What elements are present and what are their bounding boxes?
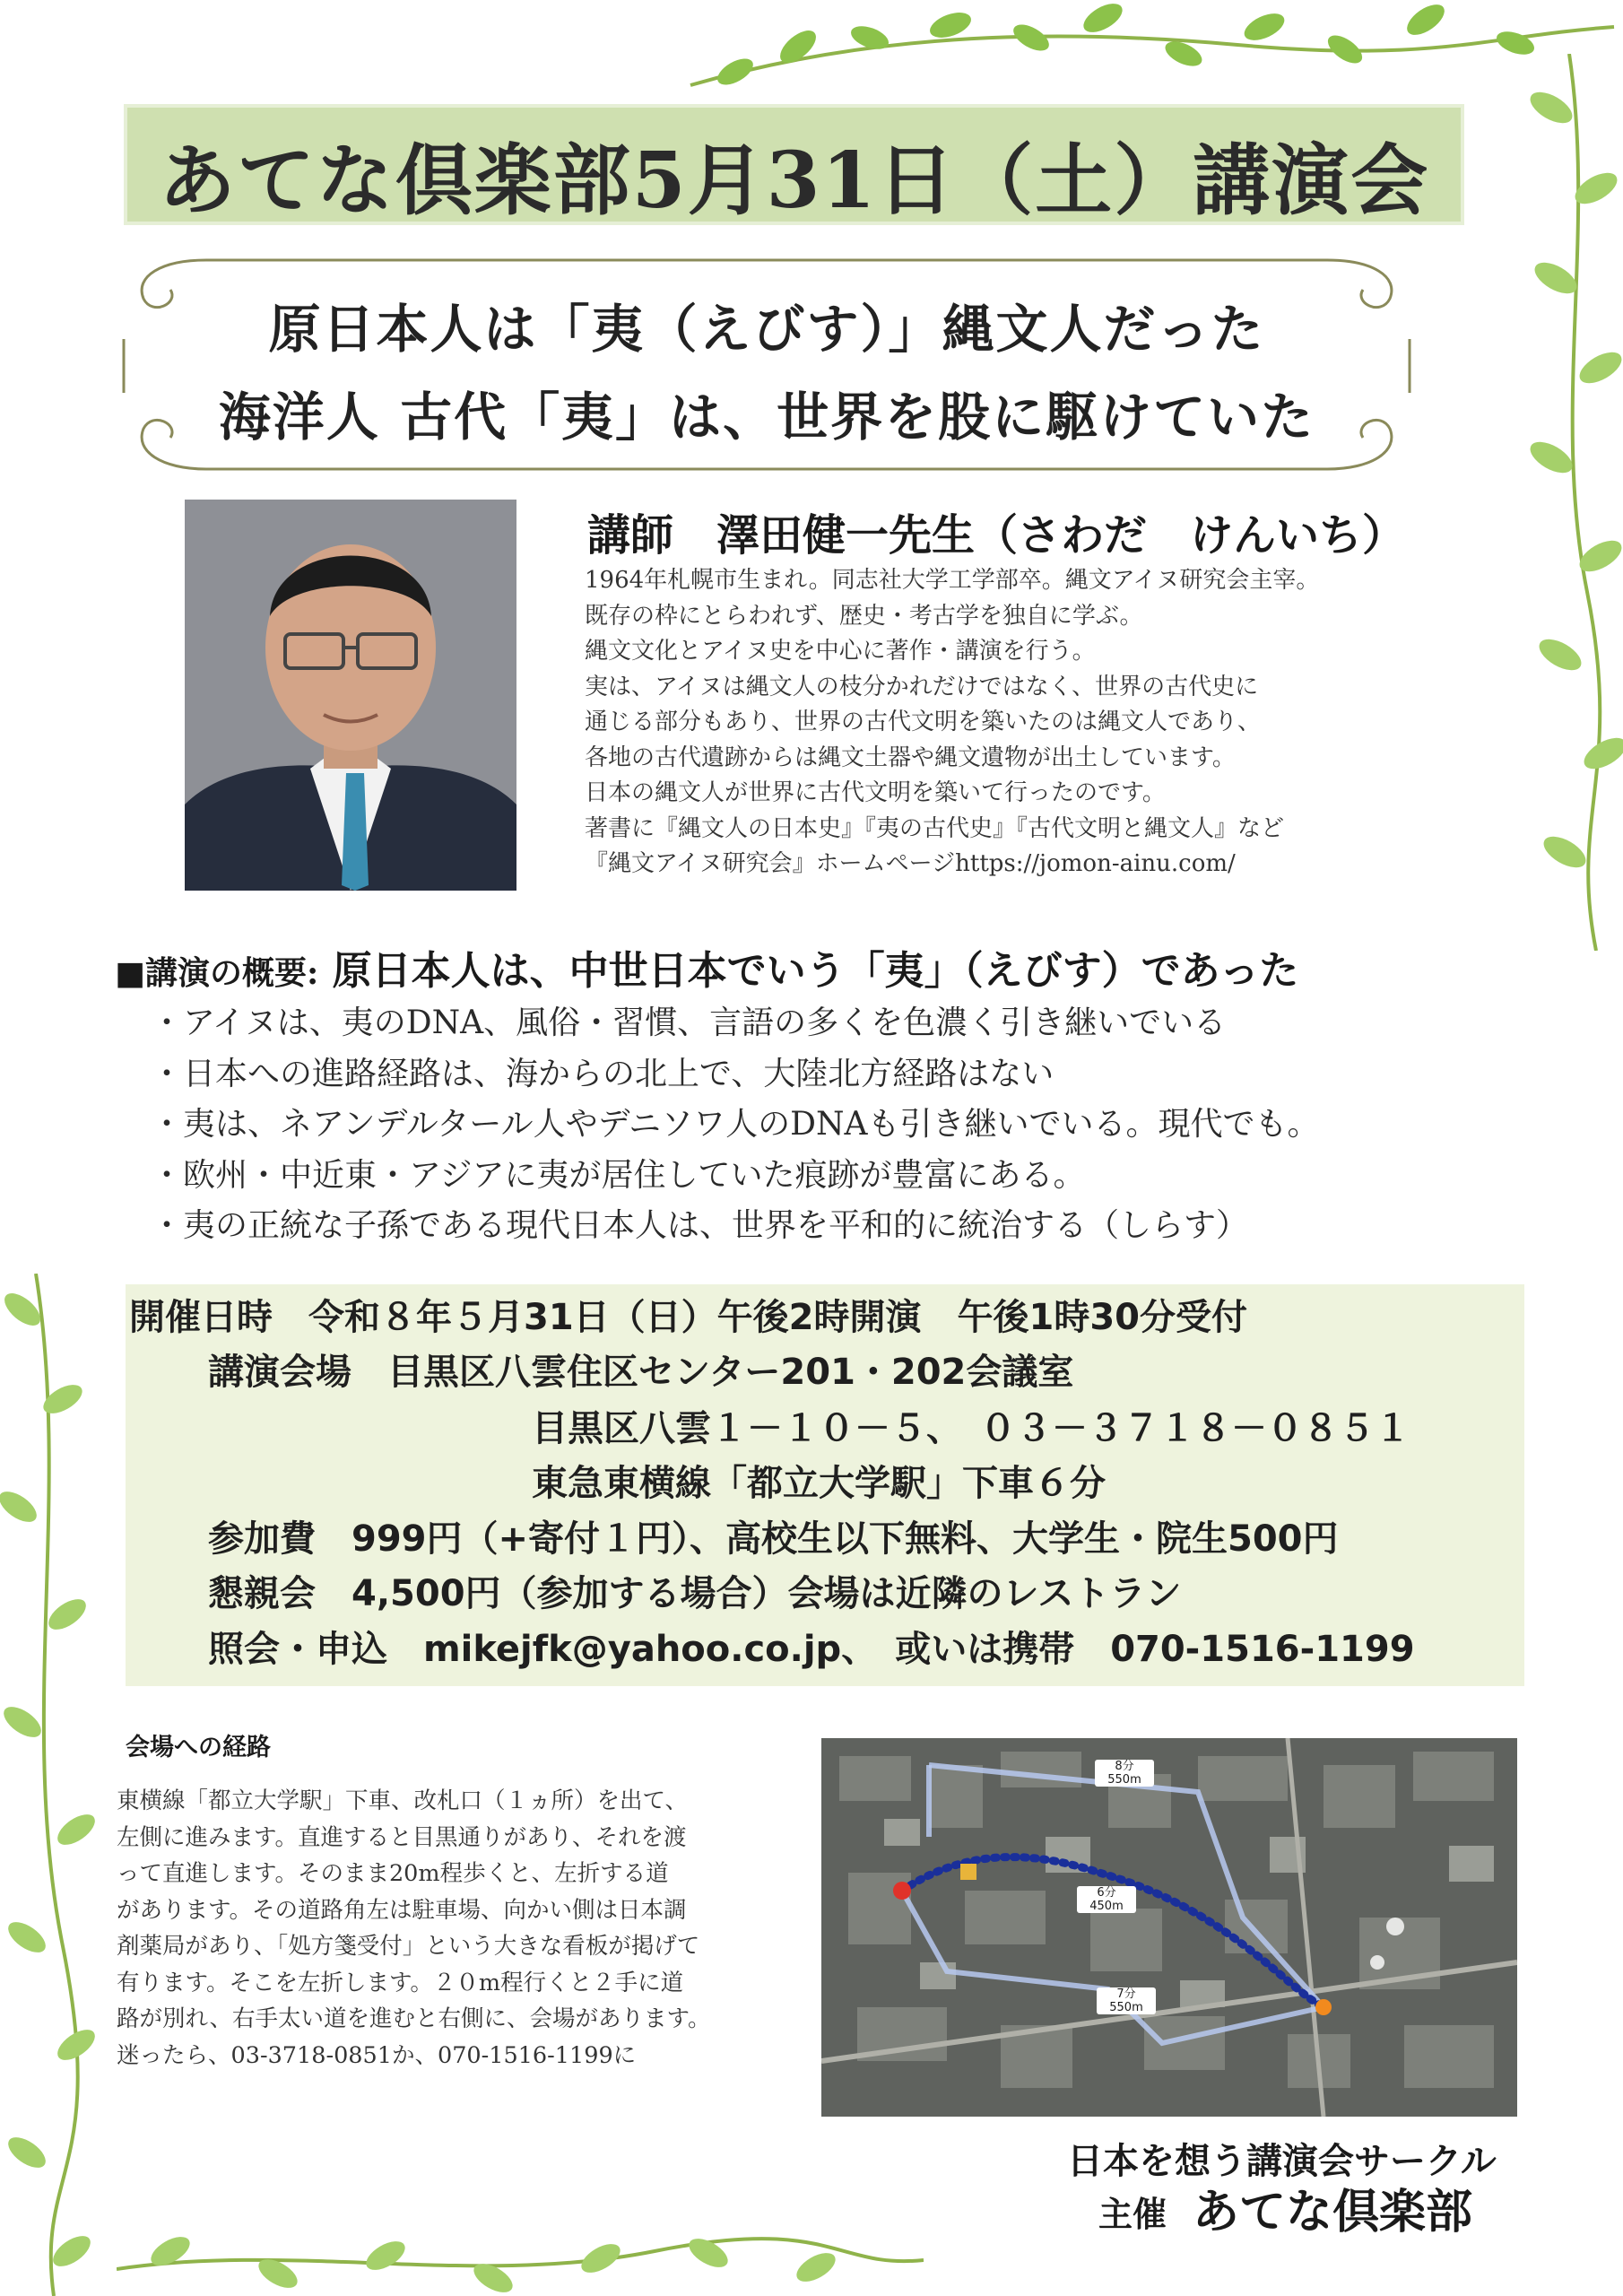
route-line: 東横線「都立大学駅」下車、改札口（１ヵ所）を出て、 xyxy=(117,1787,688,1814)
list-item: ・日本への進路経路は、海からの北上で、大陸北方経路はない xyxy=(151,1055,1055,1092)
destination-marker-icon xyxy=(893,1882,911,1900)
headline-frame xyxy=(108,249,1426,478)
overview-label: ■講演の概要: xyxy=(115,954,319,992)
walk-time-label-2: 6分 450m xyxy=(1077,1886,1136,1913)
lecturer-name: 講師 澤田健一先生（さわだ けんいち） xyxy=(587,510,1406,561)
headline-line-2: 海洋人 古代「夷」は、世界を股に駆けていた xyxy=(218,387,1315,448)
route-description xyxy=(117,1783,711,2074)
route-line: 路が別れ、右手太い道を進むと右側に、会場があります。 xyxy=(117,2005,711,2032)
host-label: 主催 xyxy=(1098,2194,1167,2234)
vine-decoration-right xyxy=(1515,54,1623,951)
bio-line: 著書に『縄文人の日本史』『夷の古代史』『古代文明と縄文人』など xyxy=(585,814,1285,842)
event-party: 懇親会 4,500円（参加する場合）会場は近隣のレストラン xyxy=(208,1573,1182,1614)
route-line: があります。その道路角左は駐車場、向かい側は日本調 xyxy=(117,1896,687,1924)
list-item: ・アイヌは、夷のDNA、風俗・習慣、言語の多くを色濃く引き継いでいる xyxy=(151,1004,1227,1041)
list-item: ・夷の正統な子孫である現代日本人は、世界を平和的に統治する（しらす） xyxy=(151,1207,1249,1244)
bio-line: 実は、アイヌは縄文人の枝分かれだけではなく、世界の古代史に xyxy=(585,673,1259,700)
vine-decoration-top xyxy=(681,0,1623,117)
route-line: 有ります。そこを左折します。２０m程行くと２手に道 xyxy=(117,1969,684,1996)
bio-line: 日本の縄文人が世界に古代文明を築いて行ったのです。 xyxy=(585,779,1166,806)
event-fee: 参加費 999円（+寄付１円）、高校生以下無料、大学生・院生500円 xyxy=(208,1518,1339,1560)
bio-line: 縄文文化とアイヌ史を中心に著作・講演を行う。 xyxy=(585,638,1096,665)
list-item: ・欧州・中近東・アジアに夷が居住していた痕跡が豊富にある。 xyxy=(151,1156,1086,1194)
headline-line-1: 原日本人は「夷（えびす）」縄文人だった xyxy=(268,299,1265,360)
lecturer-photo xyxy=(185,500,516,891)
bio-line: 1964年札幌市生まれ。同志社大学工学部卒。縄文アイヌ研究会主宰。 xyxy=(585,567,1320,594)
route-map xyxy=(821,1738,1517,2117)
event-datetime: 開催日時 令和８年５月31日（日）午後2時開演 午後1時30分受付 xyxy=(129,1297,1247,1338)
station-marker-icon xyxy=(1315,1999,1332,2015)
event-info-box xyxy=(126,1284,1524,1686)
overview-title: 原日本人は、中世日本でいう「夷」（えびす）であった xyxy=(332,948,1299,994)
bio-line: 『縄文アイヌ研究会』ホームページhttps://jomon-ainu.com/ xyxy=(585,850,1236,877)
title-banner xyxy=(124,104,1464,225)
bio-line: 各地の古代遺跡からは縄文土器や縄文遺物が出土しています。 xyxy=(585,744,1236,771)
vine-decoration-left xyxy=(0,1274,117,2296)
route-line: 左側に進みます。直進すると目黒通りがあり、それを渡 xyxy=(117,1823,687,1851)
overview-list xyxy=(151,998,1320,1252)
lecturer-bio xyxy=(585,563,1481,883)
bio-line: 通じる部分もあり、世界の古代文明を築いたのは縄文人であり、 xyxy=(585,709,1262,735)
route-line: 剤薬局があり、「処方箋受付」という大きな看板が掲げて xyxy=(117,1933,700,1960)
walk-time-label-1: 8分 550m xyxy=(1095,1760,1154,1787)
walk-time-label-3: 7分 550m xyxy=(1097,1987,1156,2014)
bio-line: 既存の枠にとらわれず、歴史・考古学を独自に学ぶ。 xyxy=(585,602,1143,630)
host-name: あてな倶楽部 xyxy=(1193,2185,1473,2239)
organizer-circle: 日本を想う講演会サークル xyxy=(1067,2140,1497,2182)
route-heading: 会場への経路 xyxy=(126,1734,271,1761)
event-access: 東急東横線「都立大学駅」下車６分 xyxy=(532,1463,1106,1504)
vine-decoration-bottom xyxy=(117,2188,924,2296)
page-title: あてな倶楽部5月31日（土）講演会 xyxy=(158,135,1430,226)
route-line: 迷ったら、03-3718-0851か、070-1516-1199に xyxy=(117,2041,637,2069)
route-line: って直進します。そのまま20m程歩くと、左折する道 xyxy=(117,1860,669,1887)
event-venue: 講演会場 目黒区八雲住区センター201・202会議室 xyxy=(208,1352,1074,1393)
list-item: ・夷は、ネアンデルタール人やデニソワ人のDNAも引き継いでいる。現代でも。 xyxy=(151,1106,1320,1143)
event-contact: 照会・申込 mikejfk@yahoo.co.jp、 或いは携帯 070-1516-1199 xyxy=(208,1629,1415,1670)
event-address: 目黒区八雲１－１０－５、 ０３－３７１８－０８５１ xyxy=(532,1408,1410,1449)
overview-heading xyxy=(115,938,1298,996)
